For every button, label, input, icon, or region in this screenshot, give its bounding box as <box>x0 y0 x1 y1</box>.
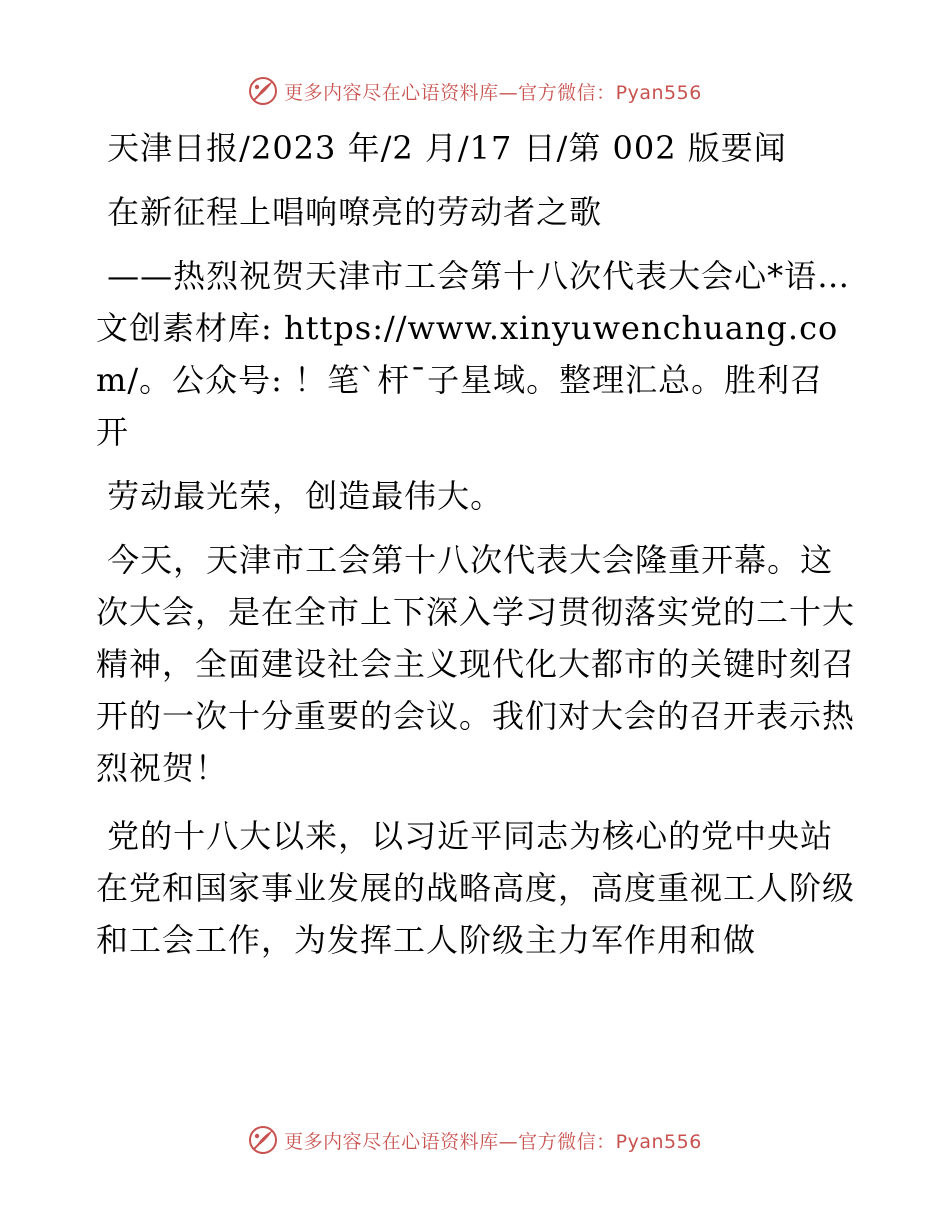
subtitle: ——热烈祝贺天津市工会第十八次代表大会心*语…文创素材库: https://www.xinyuwenchuang.com/。公众号: ！笔`杆¯子星域。整理汇总。胜利召开 <box>96 257 851 451</box>
quill-pen-logo-icon <box>248 1125 278 1155</box>
paragraph-1: 劳动最光荣，创造最伟大。 <box>96 477 504 515</box>
paragraph-3: 党的十八大以来，以习近平同志为核心的党中央站在党和国家事业发展的战略高度，高度重视工人阶级和工会工作，为发挥工人阶级主力军作用和做 <box>96 817 856 959</box>
watermark-text: 更多内容尽在心语资料库—官方微信：Pyan556 <box>284 1130 702 1153</box>
dateline: 天津日报/2023 年/2 月/17 日/第 002 版要闻 <box>96 129 787 167</box>
article-body <box>96 122 856 966</box>
headline: 在新征程上唱响嘹亮的劳动者之歌 <box>96 193 603 231</box>
header-watermark <box>0 71 950 111</box>
paragraph-2: 今天，天津市工会第十八次代表大会隆重开幕。这次大会，是在全市上下深入学习贯彻落实党的二十大精神，全面建设社会主义现代化大都市的关键时刻召开的一次十分重要的会议。我们对大会的召开表示热烈祝贺！ <box>96 541 856 787</box>
watermark-text: 更多内容尽在心语资料库—官方微信：Pyan556 <box>284 81 702 104</box>
quill-pen-logo-icon <box>248 76 278 106</box>
footer-watermark <box>0 1120 950 1160</box>
